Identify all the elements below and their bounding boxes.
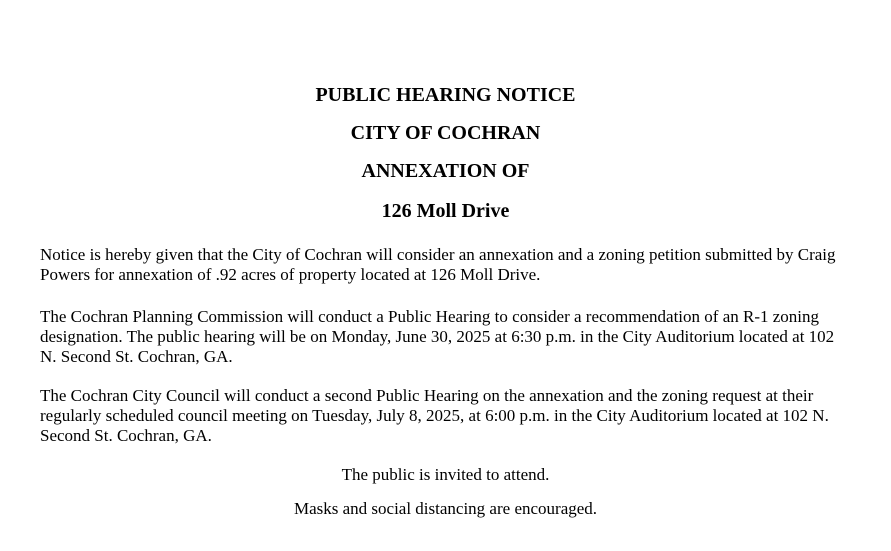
annexation-heading: ANNEXATION OF: [361, 160, 530, 182]
public-invite-line: The public is invited to attend.: [341, 465, 550, 484]
notice-paragraph-city-council: The Cochran City Council will conduct a second Public Hearing on the annexation and the zoning request at their regularly scheduled council meeting on Tuesday, July 8, 2025, at 6:00 p.m. in the City Auditorium located at 102 N. Second St. Cochran, GA.: [40, 386, 829, 445]
notice-paragraph-intro: Notice is hereby given that the City of Cochran will consider an annexation and a zoning petition submitted by Craig Powers for annexation of .92 acres of property located at 126 Moll Drive.: [40, 245, 836, 284]
notice-title: PUBLIC HEARING NOTICE: [315, 84, 576, 106]
city-name-heading: CITY OF COCHRAN: [350, 122, 541, 144]
masks-line: Masks and social distancing are encouraged.: [293, 499, 598, 518]
property-address-heading: 126 Moll Drive: [381, 200, 510, 222]
notice-paragraph-planning-commission: The Cochran Planning Commission will conduct a Public Hearing to consider a recommendation of an R-1 zoning designation. The public hearing will be on Monday, June 30, 2025 at 6:30 p.m. in the City Auditorium located at 102 N. Second St. Cochran, GA.: [40, 307, 835, 366]
